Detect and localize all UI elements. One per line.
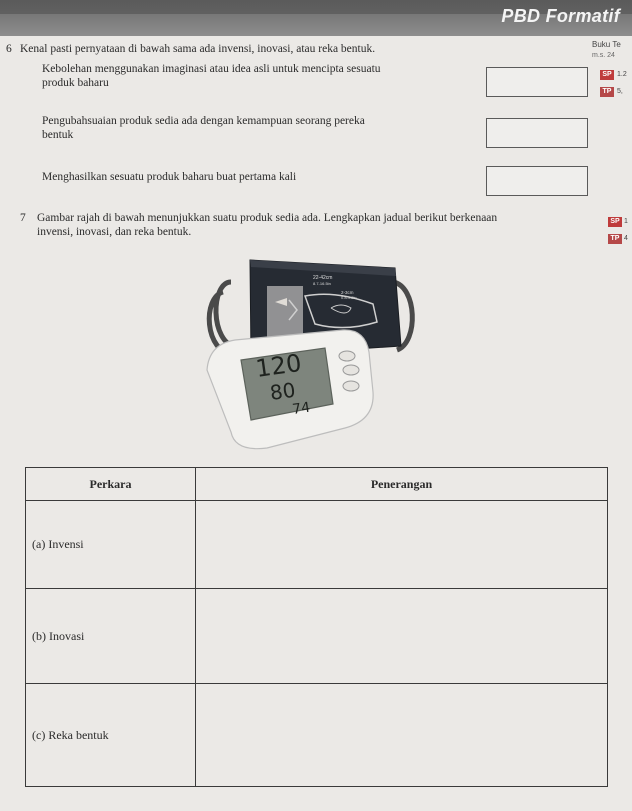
statement-line: produk baharu [42,77,109,89]
statement-line: bentuk [42,129,74,141]
sp-tag-text: 1.2 [617,71,627,78]
monitor-button [343,381,359,391]
answer-cell[interactable] [196,589,608,684]
pulse-readout: 74 [291,399,312,418]
statement-line: Menghasilkan sesuatu produk baharu buat pertama kali [42,171,297,183]
table-header: Penerangan [196,468,608,501]
blood-pressure-monitor-image [205,252,420,452]
question-prompt: invensi, inovasi, dan reka bentuk. [37,226,192,238]
tp-tag: TP [600,87,614,97]
book-ref: Buku Te [592,40,621,49]
question-number: 6 [6,43,12,55]
answer-table [25,467,608,787]
sp-tag-text: 1 [624,218,628,225]
question-prompt: Gambar rajah di bawah menunjukkan suatu produk sedia ada. Lengkapkan jadual berikut berkenaan [37,212,498,224]
monitor-button [343,365,359,375]
page-ref: m.s. 24 [592,52,615,59]
question-number: 7 [20,212,26,224]
cuff-label: 2-3cm [341,290,354,295]
row-label: (a) Invensi [26,501,196,589]
cuff-label: 0.8-1.2in [341,295,357,300]
question-prompt: Kenal pasti pernyataan di bawah sama ada invensi, inovasi, atau reka bentuk. [20,43,376,55]
sp-tag: SP [600,70,614,80]
statement-line: Kebolehan menggunakan imaginasi atau idea asli untuk mencipta sesuatu [42,63,381,75]
answer-box[interactable] [486,118,588,148]
sp-tag: SP [608,217,622,227]
systolic-readout: 120 [253,348,304,383]
page-title: PBD Formatif [501,6,620,26]
table-header: Perkara [26,468,196,501]
statement-line: Pengubahsuaian produk sedia ada dengan kemampuan seorang pereka [42,115,365,127]
cuff-label: 8.7-16.5in [313,281,331,286]
row-label: (c) Reka bentuk [26,684,196,787]
diastolic-readout: 80 [268,377,297,405]
answer-cell[interactable] [196,684,608,787]
tp-tag: TP [608,234,622,244]
tp-tag-text: 5, [617,88,623,95]
row-label: (b) Inovasi [26,589,196,684]
answer-box[interactable] [486,67,588,97]
answer-cell[interactable] [196,501,608,589]
monitor-button [339,351,355,361]
answer-box[interactable] [486,166,588,196]
tp-tag-text: 4 [624,235,628,242]
cuff-label: 22-42cm [313,275,333,281]
